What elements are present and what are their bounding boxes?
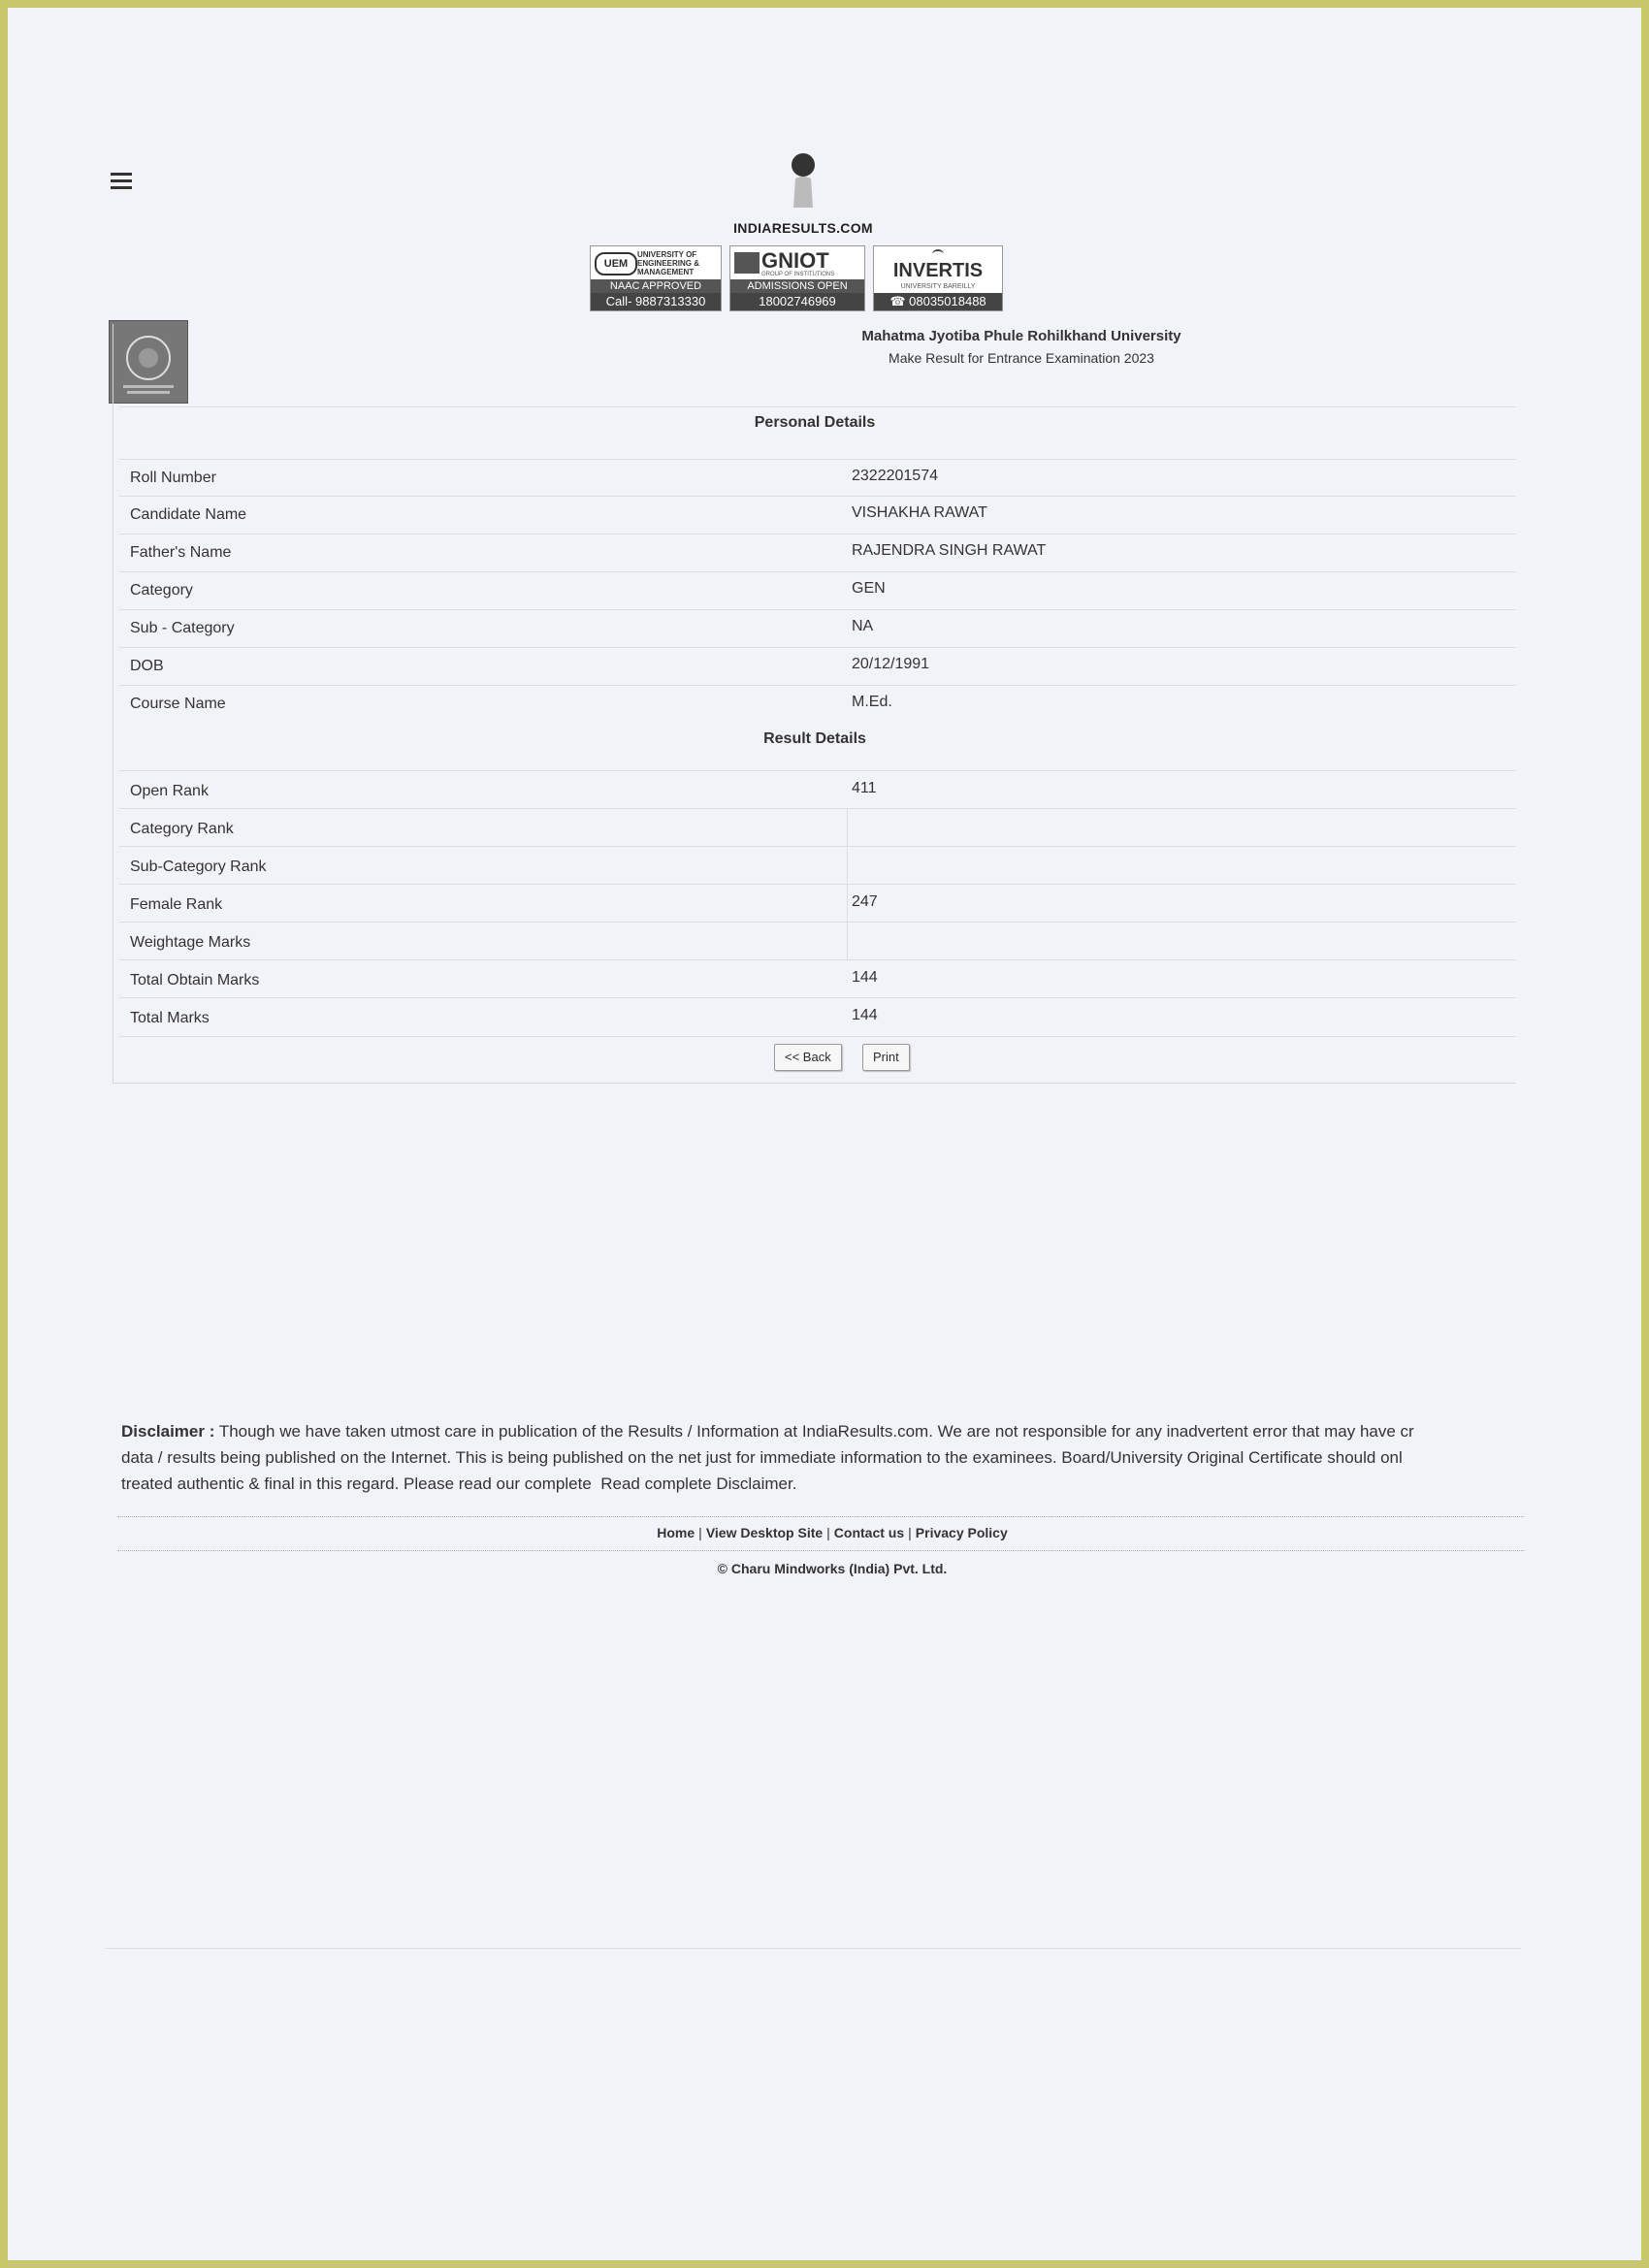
female-rank-value: 247 <box>852 893 878 910</box>
table-row <box>119 459 1516 497</box>
row-label: Female Rank <box>130 896 223 913</box>
footer-links: Home | View Desktop Site | Contact us | Privacy Policy <box>657 1525 1008 1540</box>
table-row <box>119 496 1516 535</box>
exam-title: Make Result for Entrance Examination 2023 <box>889 350 1154 366</box>
open-rank-value: 411 <box>852 780 877 796</box>
row-label: Roll Number <box>130 470 216 486</box>
disclaimer-line-1: Though we have taken utmost care in publication of the Results / Information at IndiaResults.com. We are not responsible for any inadvertent error that may have cr <box>218 1422 1414 1441</box>
read-disclaimer-link[interactable]: Read complete Disclaimer. <box>600 1474 797 1493</box>
sub-category-value: NA <box>852 618 874 634</box>
table-row <box>119 959 1516 998</box>
ad-gniot-phone: 18002746969 <box>730 293 864 310</box>
ad-gniot-badge: ADMISSIONS OPEN <box>730 279 864 293</box>
table-row <box>119 609 1516 648</box>
back-button[interactable]: << Back <box>774 1044 842 1071</box>
result-details-heading: Result Details <box>763 730 866 747</box>
total-obtain-marks-value: 144 <box>852 969 878 986</box>
print-button[interactable]: Print <box>862 1044 910 1071</box>
total-marks-value: 144 <box>852 1007 878 1023</box>
dob-value: 20/12/1991 <box>852 656 930 672</box>
bottom-divider <box>105 1948 1521 1949</box>
card-top-divider <box>119 406 1516 407</box>
footer-link-contact[interactable]: Contact us <box>833 1525 905 1540</box>
row-label: Open Rank <box>130 783 209 799</box>
result-card <box>113 324 1516 1084</box>
ad-uem-phone: Call- 9887313330 <box>591 293 721 310</box>
category-value: GEN <box>852 580 886 597</box>
ad-banner-gniot[interactable] <box>729 245 865 311</box>
row-label: Sub-Category Rank <box>130 859 267 875</box>
row-label: Total Obtain Marks <box>130 972 260 988</box>
ad-uem-logo-text: UEM <box>595 252 637 275</box>
ad-gniot-sub: GROUP OF INSTITUTIONS <box>761 272 835 277</box>
ad-banner-uem[interactable] <box>590 245 722 311</box>
hamburger-menu-icon[interactable] <box>111 173 132 193</box>
site-logo-icon <box>774 151 832 211</box>
page <box>8 8 1641 2260</box>
footer-divider-top <box>117 1516 1524 1517</box>
candidate-name-value: VISHAKHA RAWAT <box>852 504 987 521</box>
row-label: Course Name <box>130 696 226 712</box>
row-label: Total Marks <box>130 1010 210 1026</box>
ad-uem-badge: NAAC APPROVED <box>591 279 721 293</box>
row-label: Category <box>130 582 193 599</box>
disclaimer-line-2: data / results being published on the Internet. This is being published on the net just for immediate information to the examinees. Board/University Original Certificate should onl <box>121 1448 1403 1467</box>
table-row <box>119 997 1516 1037</box>
invertis-logo-icon <box>932 249 944 259</box>
personal-details-heading: Personal Details <box>754 414 876 431</box>
table-row <box>119 884 1516 923</box>
table-row <box>119 571 1516 610</box>
table-row <box>119 808 1516 847</box>
ad-gniot-name: GNIOT <box>761 248 829 273</box>
row-label: Candidate Name <box>130 506 247 523</box>
table-row <box>119 534 1516 572</box>
gniot-logo-icon <box>734 252 760 274</box>
ad-uem-name: UNIVERSITY OF ENGINEERING & MANAGEMENT <box>637 250 700 276</box>
father-name-value: RAJENDRA SINGH RAWAT <box>852 542 1047 559</box>
footer-link-privacy[interactable]: Privacy Policy <box>915 1525 1008 1540</box>
disclaimer-line-3: treated authentic & final in this regard. Please read our complete <box>121 1474 592 1493</box>
table-row <box>119 770 1516 809</box>
row-label: Weightage Marks <box>130 934 251 951</box>
row-label: Category Rank <box>130 821 234 837</box>
site-name: INDIARESULTS.COM <box>733 220 873 236</box>
ad-invertis-phone: ☎ 08035018488 <box>874 293 1002 310</box>
footer-link-home[interactable]: Home <box>657 1525 695 1540</box>
footer-divider-bottom <box>117 1550 1524 1551</box>
row-label: DOB <box>130 658 164 674</box>
disclaimer <box>121 1418 1518 1497</box>
ad-invertis-sub: UNIVERSITY BAREILLY <box>900 283 976 290</box>
university-name: Mahatma Jyotiba Phule Rohilkhand University <box>861 328 1181 344</box>
table-row <box>119 647 1516 686</box>
copyright: © Charu Mindworks (India) Pvt. Ltd. <box>717 1561 948 1576</box>
row-label: Father's Name <box>130 544 232 561</box>
table-row <box>119 922 1516 960</box>
footer-link-desktop-site[interactable]: View Desktop Site <box>705 1525 824 1540</box>
disclaimer-label: Disclaimer : <box>121 1422 215 1441</box>
course-name-value: M.Ed. <box>852 694 892 710</box>
ad-banner-invertis[interactable] <box>873 245 1003 311</box>
table-row <box>119 846 1516 885</box>
ad-invertis-name: INVERTIS <box>892 260 984 281</box>
table-row <box>119 685 1516 724</box>
site-logo[interactable] <box>730 151 876 236</box>
row-label: Sub - Category <box>130 620 235 636</box>
roll-number-value: 2322201574 <box>852 468 938 484</box>
